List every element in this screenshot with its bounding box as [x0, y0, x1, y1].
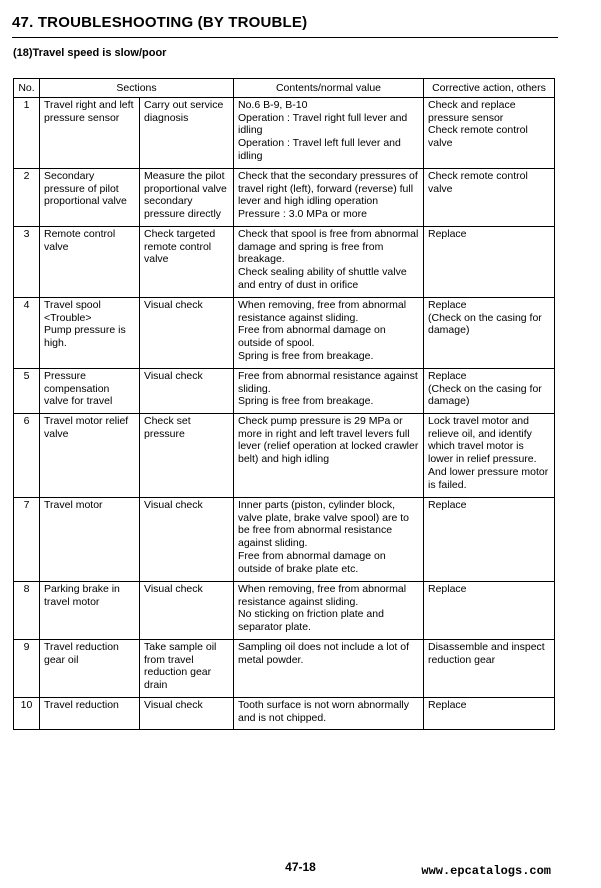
- contents-text: When removing, free from abnormal: [238, 299, 407, 311]
- table-row: [14, 698, 555, 730]
- section-text: Travel motor: [44, 499, 103, 511]
- cell-section: [40, 227, 140, 298]
- row-number: 3: [14, 227, 40, 298]
- section-text: Travel right and left: [44, 99, 134, 111]
- section-text: gear oil: [44, 653, 79, 666]
- table-header-row: [14, 79, 555, 98]
- table-row: [14, 414, 555, 498]
- cell-check: [140, 98, 234, 169]
- contents-text: Operation : Travel left full lever and: [238, 137, 401, 150]
- row-number: 9: [14, 640, 40, 698]
- section-text: Pump pressure is: [44, 324, 126, 337]
- section-text: valve for travel: [44, 395, 113, 408]
- section-text: pressure sensor: [44, 111, 120, 124]
- contents-text: separator plate.: [238, 621, 311, 634]
- cell-section: [40, 698, 140, 730]
- action-text: Replace: [428, 583, 467, 595]
- action-text: damage): [428, 395, 470, 408]
- cell-section: [40, 414, 140, 498]
- cell-section: [40, 640, 140, 698]
- cell-contents: [234, 498, 424, 582]
- table-row: [14, 98, 555, 169]
- cell-section: [40, 169, 140, 227]
- cell-contents: [234, 582, 424, 640]
- cell-check: [140, 582, 234, 640]
- cell-section: [40, 498, 140, 582]
- row-number: 8: [14, 582, 40, 640]
- contents-text: outside of spool.: [238, 337, 315, 350]
- table-row: [14, 498, 555, 582]
- page-number: 47-18: [285, 860, 316, 874]
- contents-text: Sampling oil does not include a lot of: [238, 641, 410, 653]
- check-text: valve: [144, 253, 169, 266]
- action-text: Replace: [428, 299, 467, 311]
- action-text: lower in relief pressure.: [428, 453, 537, 466]
- row-number: 7: [14, 498, 40, 582]
- section-text: Remote control: [44, 228, 116, 240]
- check-text: Visual check: [144, 583, 203, 595]
- table-row: [14, 227, 555, 298]
- cell-check: [140, 414, 234, 498]
- watermark-text: www.epcatalogs.com: [421, 864, 551, 878]
- cell-action: [424, 369, 555, 414]
- action-text: Replace: [428, 228, 467, 240]
- contents-text: Check sealing ability of shuttle valve: [238, 266, 407, 279]
- header-corrective-action: Corrective action, others: [424, 79, 555, 98]
- action-text: damage): [428, 324, 470, 337]
- page-title: 47. TROUBLESHOOTING (BY TROUBLE): [12, 14, 308, 31]
- check-text: Take sample oil: [144, 641, 217, 653]
- check-text: diagnosis: [144, 111, 189, 124]
- contents-text: and is not chipped.: [238, 711, 327, 724]
- check-text: proportional valve: [144, 182, 227, 195]
- contents-text: Operation : Travel right full lever and: [238, 111, 408, 124]
- check-text: Visual check: [144, 499, 203, 511]
- table-row: [14, 582, 555, 640]
- contents-text: lever (relief operation at locked crawler: [238, 440, 419, 453]
- contents-text: Pressure : 3.0 MPa or more: [238, 208, 367, 221]
- cell-action: [424, 414, 555, 498]
- contents-text: lever and high idling operation: [238, 195, 379, 208]
- section-text: travel motor: [44, 595, 100, 608]
- cell-check: [140, 227, 234, 298]
- section-text: high.: [44, 337, 67, 350]
- section-text: pressure of pilot: [44, 182, 119, 195]
- section-text: <Trouble>: [44, 311, 92, 324]
- cell-action: [424, 227, 555, 298]
- cell-action: [424, 169, 555, 227]
- section-text: Travel reduction: [44, 699, 119, 711]
- section-text: Travel reduction: [44, 641, 119, 653]
- action-text: reduction gear: [428, 653, 496, 666]
- contents-text: damage and spring is free from: [238, 240, 384, 253]
- cell-action: [424, 298, 555, 369]
- cell-contents: [234, 369, 424, 414]
- contents-text: Free from abnormal resistance against: [238, 370, 418, 382]
- check-text: drain: [144, 679, 168, 692]
- title-divider: [12, 37, 558, 38]
- contents-text: resistance against sliding.: [238, 595, 359, 608]
- section-text: compensation: [44, 382, 110, 395]
- cell-action: [424, 582, 555, 640]
- action-text: Check remote control: [428, 170, 528, 182]
- section-text: Parking brake in: [44, 583, 120, 595]
- check-text: Visual check: [144, 370, 203, 382]
- troubleshooting-table: [13, 78, 555, 730]
- contents-text: Spring is free from breakage.: [238, 395, 374, 408]
- row-number: 5: [14, 369, 40, 414]
- cell-contents: [234, 414, 424, 498]
- action-text: (Check on the casing for: [428, 382, 542, 395]
- cell-contents: [234, 98, 424, 169]
- action-text: Check and replace: [428, 99, 516, 111]
- contents-text: and entry of dust in orifice: [238, 278, 359, 291]
- contents-text: No sticking on friction plate and: [238, 608, 384, 621]
- contents-text: against sliding.: [238, 537, 308, 550]
- check-text: Carry out service: [144, 99, 224, 111]
- contents-text: Spring is free from breakage.: [238, 349, 374, 362]
- check-text: Visual check: [144, 299, 203, 311]
- contents-text: travel right (left), forward (reverse) full: [238, 182, 414, 195]
- check-text: reduction gear: [144, 666, 212, 679]
- section-text: Pressure: [44, 370, 87, 382]
- table-row: [14, 640, 555, 698]
- cell-check: [140, 698, 234, 730]
- cell-contents: [234, 227, 424, 298]
- check-text: Measure the pilot: [144, 170, 225, 182]
- action-text: which travel motor is: [428, 440, 524, 453]
- section-text: Travel motor relief: [44, 415, 129, 427]
- cell-action: [424, 498, 555, 582]
- header-sections: Sections: [40, 79, 234, 98]
- action-text: (Check on the casing for: [428, 311, 542, 324]
- action-text: Replace: [428, 370, 467, 382]
- cell-section: [40, 369, 140, 414]
- check-text: from travel: [144, 653, 194, 666]
- contents-text: When removing, free from abnormal: [238, 583, 407, 595]
- contents-text: breakage.: [238, 253, 285, 266]
- cell-section: [40, 98, 140, 169]
- cell-contents: [234, 169, 424, 227]
- check-text: pressure directly: [144, 208, 222, 221]
- cell-check: [140, 169, 234, 227]
- action-text: relieve oil, and identify: [428, 427, 532, 440]
- cell-contents: [234, 698, 424, 730]
- action-text: Replace: [428, 499, 467, 511]
- contents-text: Free from abnormal damage on: [238, 324, 386, 337]
- contents-text: idling: [238, 124, 263, 137]
- row-number: 2: [14, 169, 40, 227]
- contents-text: resistance against sliding.: [238, 311, 359, 324]
- action-text: Disassemble and inspect: [428, 641, 545, 653]
- contents-text: outside of brake plate etc.: [238, 562, 359, 575]
- contents-text: Check that spool is free from abnormal: [238, 228, 419, 240]
- contents-text: Check pump pressure is 29 MPa or: [238, 415, 403, 427]
- action-text: pressure sensor: [428, 111, 504, 124]
- check-text: pressure: [144, 427, 185, 440]
- cell-section: [40, 582, 140, 640]
- table-body: [14, 98, 555, 730]
- row-number: 1: [14, 98, 40, 169]
- contents-text: Check that the secondary pressures of: [238, 170, 418, 182]
- check-text: remote control: [144, 240, 212, 253]
- cell-contents: [234, 298, 424, 369]
- cell-check: [140, 498, 234, 582]
- cell-check: [140, 640, 234, 698]
- action-text: valve: [428, 182, 453, 195]
- action-text: And lower pressure motor: [428, 465, 549, 478]
- section-text: proportional valve: [44, 195, 127, 208]
- contents-text: belt) and high idling: [238, 453, 330, 466]
- cell-contents: [234, 640, 424, 698]
- cell-action: [424, 98, 555, 169]
- section-text: valve: [44, 240, 69, 253]
- row-number: 6: [14, 414, 40, 498]
- check-text: secondary: [144, 195, 193, 208]
- cell-action: [424, 698, 555, 730]
- contents-text: No.6 B-9, B-10: [238, 99, 308, 111]
- section-subtitle: (18)Travel speed is slow/poor: [13, 47, 167, 59]
- header-no: No.: [14, 79, 40, 98]
- contents-text: idling: [238, 149, 263, 162]
- table-row: [14, 298, 555, 369]
- action-text: Replace: [428, 699, 467, 711]
- action-text: Lock travel motor and: [428, 415, 529, 427]
- check-text: Visual check: [144, 699, 203, 711]
- table-row: [14, 169, 555, 227]
- cell-check: [140, 298, 234, 369]
- contents-text: Free from abnormal damage on: [238, 549, 386, 562]
- cell-check: [140, 369, 234, 414]
- section-text: valve: [44, 427, 69, 440]
- action-text: is failed.: [428, 478, 467, 491]
- section-text: Travel spool: [44, 299, 101, 311]
- row-number: 10: [14, 698, 40, 730]
- contents-text: Inner parts (piston, cylinder block,: [238, 499, 395, 511]
- row-number: 4: [14, 298, 40, 369]
- action-text: valve: [428, 137, 453, 150]
- action-text: Check remote control: [428, 124, 528, 137]
- contents-text: Tooth surface is not worn abnormally: [238, 699, 409, 711]
- section-text: Secondary: [44, 170, 95, 182]
- table-row: [14, 369, 555, 414]
- contents-text: metal powder.: [238, 653, 304, 666]
- check-text: Check targeted: [144, 228, 216, 240]
- header-contents: Contents/normal value: [234, 79, 424, 98]
- cell-section: [40, 298, 140, 369]
- contents-text: valve plate, brake valve spool) are to: [238, 511, 410, 524]
- contents-text: be free from abnormal resistance: [238, 524, 393, 537]
- cell-action: [424, 640, 555, 698]
- contents-text: sliding.: [238, 382, 271, 395]
- check-text: Check set: [144, 415, 191, 427]
- contents-text: more in right and left travel levers full: [238, 427, 410, 440]
